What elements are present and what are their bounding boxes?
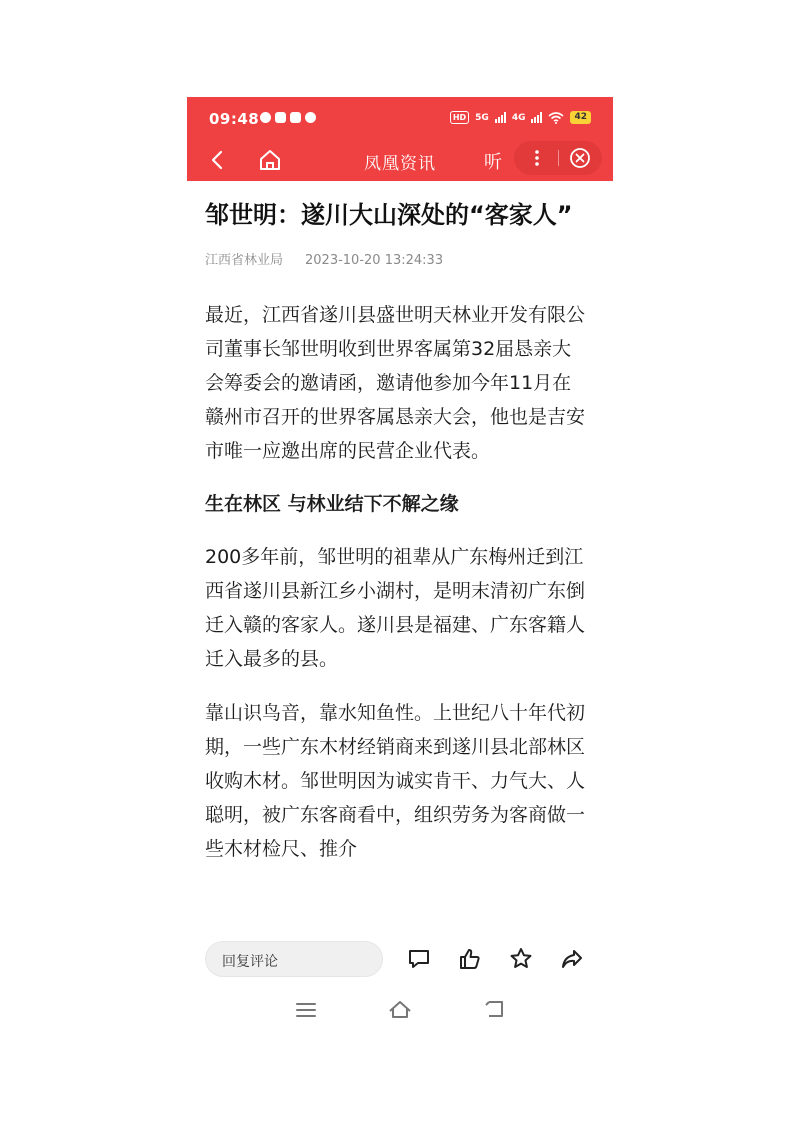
more-options-icon[interactable] <box>525 146 549 170</box>
article-paragraph: 200多年前，邹世明的祖辈从广东梅州迁到江西省遂川县新江乡小湖村，是明末清初广东倒迁入赣的客家人。遂川县是福建、广东客籍人迁入最多的县。 <box>205 546 586 670</box>
article-source[interactable]: 江西省林业局 <box>205 253 284 268</box>
share-icon[interactable] <box>559 946 585 972</box>
like-icon[interactable] <box>457 946 483 972</box>
reply-comment-input[interactable] <box>205 941 383 977</box>
app-nav-bar <box>187 139 613 181</box>
back-nav-icon[interactable] <box>482 997 508 1023</box>
reply-placeholder: 回复评论 <box>222 954 278 970</box>
article-paragraph: 最近，江西省遂川县盛世明天林业开发有限公司董事长邹世明收到世界客属第32届恳亲大会筹委会的邀请函，邀请他参加今年11月在赣州市召开的世界客属恳亲大会，他也是吉安市唯一应邀出席的民营企业代表。 <box>205 304 586 462</box>
signal-5g-label: 5G <box>475 112 489 123</box>
mini-app-capsule <box>514 141 602 175</box>
content-fade <box>187 915 613 933</box>
app-notification-icon <box>290 112 301 123</box>
hd-badge: HD <box>450 111 469 124</box>
status-time: 09:48 <box>209 110 260 128</box>
system-indicators <box>450 111 591 124</box>
signal-bars-icon <box>495 112 506 123</box>
mail-icon <box>275 112 286 123</box>
article-subheading: 生在林区 与林业结下不解之缘 <box>205 493 459 515</box>
wifi-icon <box>548 112 564 124</box>
listen-button[interactable]: 听 <box>484 152 502 173</box>
wechat-icon <box>260 112 271 123</box>
capsule-divider <box>558 150 559 166</box>
article-paragraph: 靠山识鸟音，靠水知鱼性。上世纪八十年代初期，一些广东木材经销商来到遂川县北部林区收购木材。邹世明因为诚实肯干、力气大、人聪明，被广东客商看中，组织劳务为客商做一些木材检尺、推介 <box>205 702 586 860</box>
comment-icon[interactable] <box>406 946 432 972</box>
article-meta <box>205 249 597 268</box>
article-body <box>205 298 597 866</box>
signal-4g-label: 4G <box>511 112 526 123</box>
action-bar <box>187 933 613 989</box>
browser-icon <box>305 112 316 123</box>
status-bar <box>187 97 613 139</box>
article-datetime: 2023-10-20 13:24:33 <box>305 253 444 268</box>
article <box>205 197 597 886</box>
nav-title: 凤凰资讯 <box>364 154 436 174</box>
system-navigation-bar <box>187 989 613 1035</box>
phone-screen <box>187 97 613 1035</box>
close-icon[interactable] <box>568 146 592 170</box>
notification-icons <box>260 112 316 123</box>
star-icon[interactable] <box>508 946 534 972</box>
signal-bars-icon-2 <box>531 112 542 123</box>
menu-icon[interactable] <box>293 997 319 1023</box>
article-title: 邹世明：遂川大山深处的“客家人” <box>205 201 573 229</box>
battery-indicator: 42 <box>570 111 591 124</box>
home-nav-icon[interactable] <box>387 997 413 1023</box>
